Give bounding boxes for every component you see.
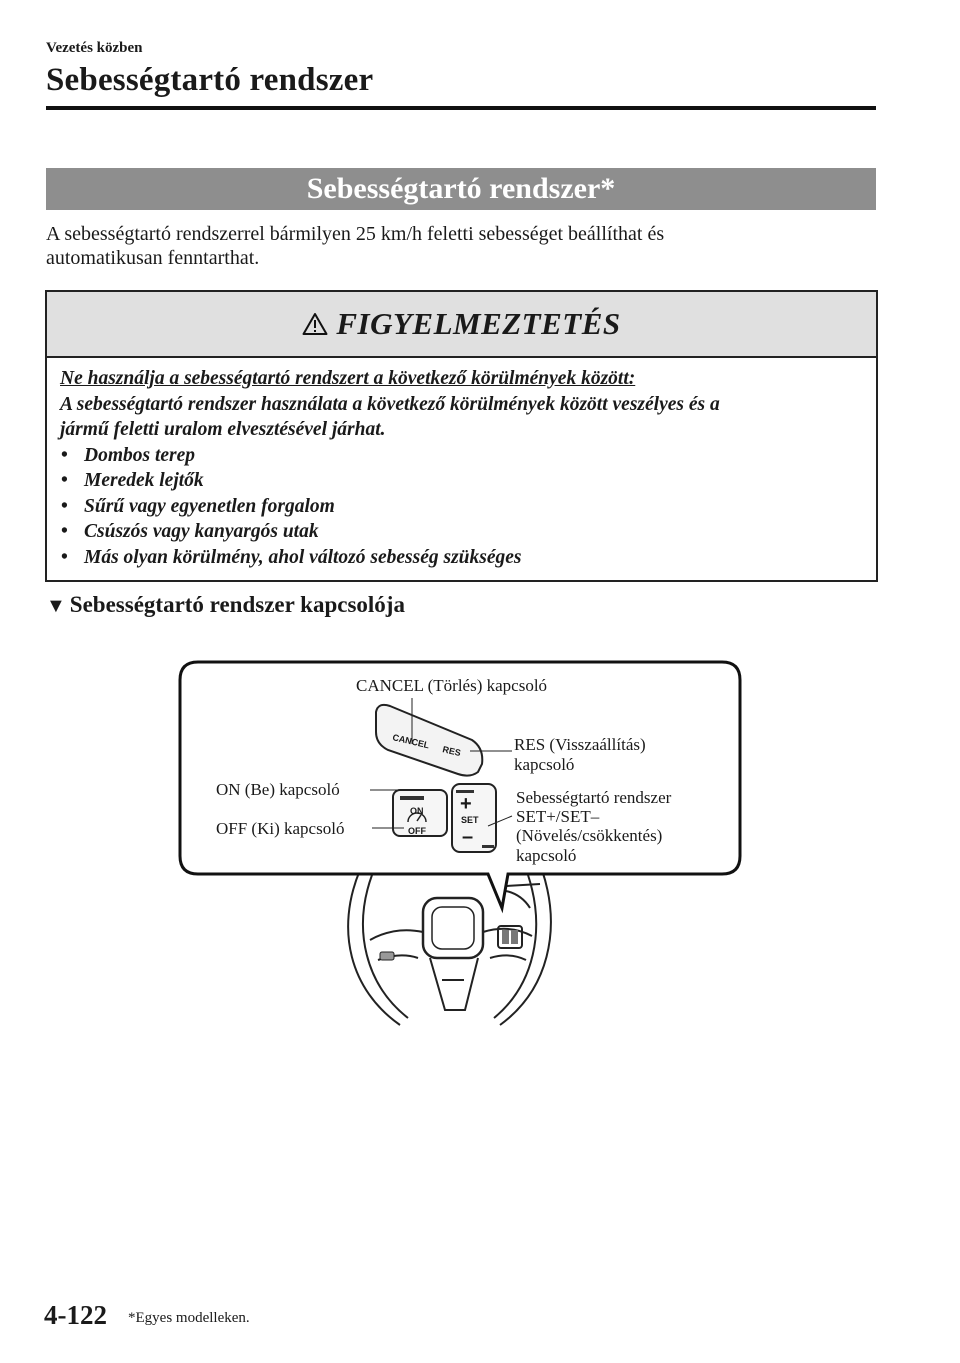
set-switch-label: Sebességtartó rendszer [516, 788, 672, 807]
intro-paragraph [46, 222, 866, 270]
warning-text: jármű feletti uralom elvesztésével járhat. [60, 419, 386, 440]
subsection-title: Sebességtartó rendszer kapcsolója [69, 592, 405, 617]
cruise-control-diagram [0, 640, 960, 1040]
title-divider [46, 106, 876, 110]
set-button-text: SET [461, 815, 479, 825]
warning-list-item: • Más olyan körülmény, ahol változó sebesség szükséges [60, 545, 870, 571]
warning-text: A sebességtartó rendszer használata a következő körülmények között veszélyes és a [60, 393, 720, 415]
cancel-button-text: CANCEL [391, 732, 431, 751]
intro-line: automatikusan fenntarthat. [46, 247, 260, 269]
warning-triangle-icon [302, 312, 328, 336]
warning-list-item: • Sűrű vagy egyenetlen forgalom [60, 494, 870, 520]
minus-button-text: – [462, 826, 474, 848]
warning-heading: Ne használja a sebességtartó rendszert a következő körülmények között: [60, 368, 636, 389]
res-switch-label: RES (Visszaállítás) [514, 735, 646, 754]
page-title: Sebességtartó rendszer [46, 62, 374, 98]
plus-button-text: + [460, 793, 472, 815]
page-number: 4-122 [44, 1300, 107, 1330]
intro-line: A sebességtartó rendszerrel bármilyen 25 km/h feletti sebességet beállíthat és [46, 223, 665, 245]
warning-list-item: • Csúszós vagy kanyargós utak [60, 519, 870, 545]
set-switch-label: kapcsoló [516, 846, 577, 865]
section-banner: Sebességtartó rendszer* [46, 168, 876, 210]
on-button-text: ON [410, 806, 424, 816]
subsection-heading [46, 592, 405, 618]
warning-title: FIGYELMEZTETÉS [336, 306, 621, 341]
steering-wheel-illustration [348, 870, 551, 1025]
res-button-text: RES [441, 744, 462, 759]
off-switch-label: OFF (Ki) kapcsoló [216, 819, 345, 838]
set-switch-label: (Növelés/csökkentés) [516, 826, 663, 845]
warning-body [60, 366, 870, 570]
set-switch-label: SET+/SET– [516, 807, 600, 826]
warning-header [47, 292, 876, 358]
warning-list-item: • Meredek lejtők [60, 468, 870, 494]
warning-box [45, 290, 878, 582]
on-switch-label: ON (Be) kapcsoló [216, 780, 340, 799]
footnote: *Egyes modelleken. [128, 1310, 250, 1326]
warning-list-item: • Dombos terep [60, 443, 870, 469]
triangle-down-icon: ▼ [46, 595, 66, 617]
cancel-switch-label: CANCEL (Törlés) kapcsoló [356, 676, 548, 695]
off-button-text: OFF [408, 826, 426, 836]
res-switch-label: kapcsoló [514, 755, 575, 774]
breadcrumb: Vezetés közben [46, 40, 143, 56]
